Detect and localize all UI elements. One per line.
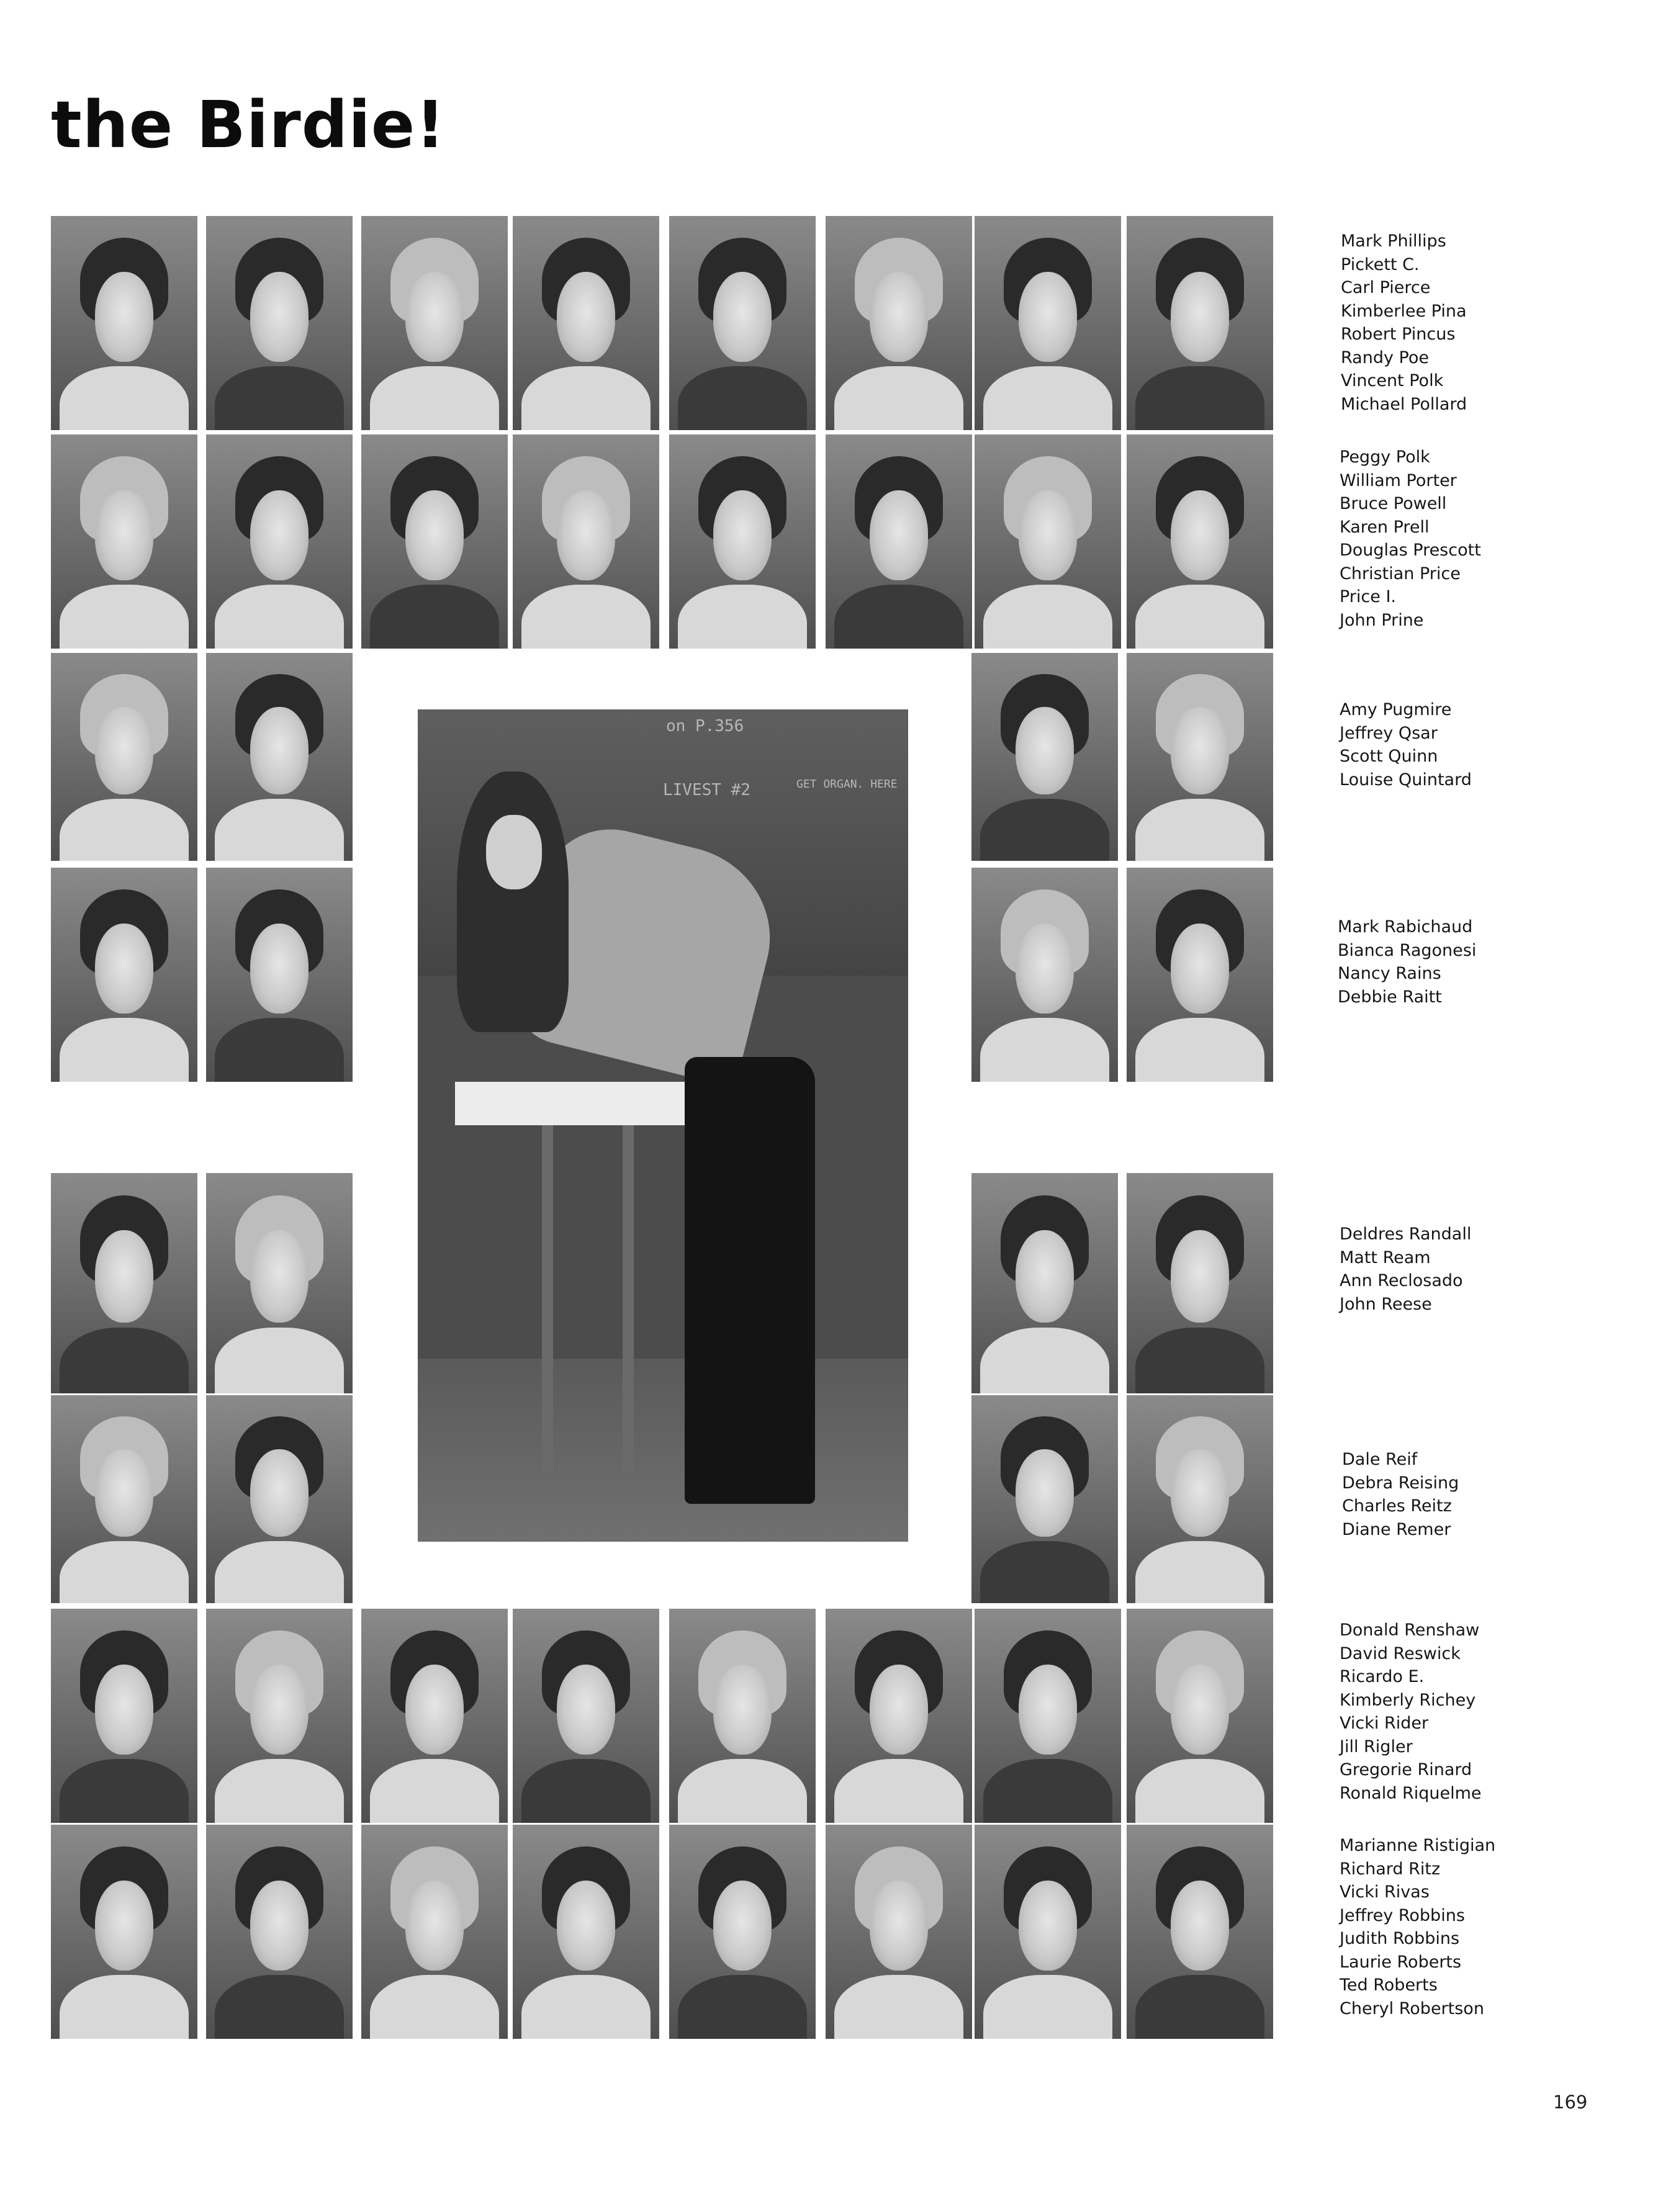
student-portrait [826,216,972,430]
student-portrait [513,1609,659,1823]
student-name: Dale Reif [1342,1450,1418,1469]
portrait-face [870,272,928,362]
portrait-body [215,799,344,861]
student-portrait [1127,653,1273,861]
student-name: Judith Robbins [1340,1929,1460,1948]
portrait-body [60,1541,189,1604]
portrait-face [713,490,772,580]
portrait-face [405,1881,464,1971]
portrait-body [60,1975,189,2039]
portrait-face [250,924,309,1014]
student-portrait [669,216,816,430]
student-portrait [971,1395,1118,1603]
student-portrait [1127,1395,1273,1603]
student-portrait [51,868,197,1082]
portrait-face [95,1665,153,1755]
portrait-body [215,366,344,431]
portrait-face [1016,1449,1074,1537]
portrait-body [215,1975,344,2039]
portrait-face [250,1230,309,1323]
student-portrait [206,434,353,649]
portrait-body [678,1759,807,1823]
student-face [486,815,542,889]
student-name: Pickett C. [1341,254,1420,274]
portrait-face [95,707,153,794]
portrait-body [521,1759,651,1823]
portrait-body [1135,1541,1264,1604]
portrait-body [370,585,499,649]
student-name: Michael Pollard [1341,394,1467,414]
student-name: Bruce Powell [1340,494,1447,513]
portrait-face [713,1665,772,1755]
portrait-body [980,799,1109,861]
student-portrait [513,434,659,649]
student-name: John Prine [1340,610,1424,630]
chalkboard-writing: LIVEST #2 [663,781,750,799]
portrait-body [980,1328,1109,1394]
student-portrait [361,216,508,430]
portrait-body [521,585,651,649]
student-portrait [206,1609,353,1823]
student-portrait [669,434,816,649]
student-name: Scott Quinn [1340,747,1438,766]
portrait-body [215,1541,344,1604]
portrait-face [250,272,309,362]
student-portrait [51,653,197,861]
chalkboard-writing: GET ORGAN. HERE [796,778,898,791]
name-list-8 [1340,1834,1495,2020]
student-name: Kimberly Richey [1340,1690,1476,1710]
student-portrait [51,434,197,649]
portrait-face [870,1881,928,1971]
portrait-face [870,490,928,580]
student-name: Peggy Polk [1340,447,1430,467]
portrait-body [370,1975,499,2039]
student-name: Louise Quintard [1340,770,1472,789]
student-name: Mark Rabichaud [1338,917,1473,937]
portrait-face [557,490,615,580]
portrait-body [678,1975,807,2039]
student-name: Bianca Ragonesi [1338,940,1477,960]
desk-leg [542,1125,553,1473]
student-name: Vicki Rider [1340,1714,1429,1733]
student-name: Gregorie Rinard [1340,1760,1472,1779]
student-pants [685,1057,815,1504]
student-portrait [975,1825,1121,2039]
portrait-face [1171,1881,1229,1971]
student-name: Diane Remer [1342,1519,1451,1539]
portrait-face [95,1881,153,1971]
portrait-face [1171,1230,1229,1323]
portrait-body [678,366,807,431]
portrait-face [713,272,772,362]
portrait-body [1135,366,1264,431]
portrait-body [834,1759,963,1823]
page-number: 169 [1553,2092,1588,2113]
student-name: Cheryl Robertson [1340,1998,1484,2018]
student-portrait [669,1825,816,2039]
portrait-body [1135,799,1264,861]
student-portrait [971,653,1118,861]
student-portrait [206,1395,353,1603]
portrait-body [834,366,963,431]
portrait-body [1135,585,1264,649]
portrait-face [1016,924,1074,1014]
portrait-face [1171,707,1229,794]
portrait-face [405,272,464,362]
student-portrait [51,1825,197,2039]
name-list-7 [1340,1619,1482,1805]
portrait-face [1171,490,1229,580]
student-portrait [361,1609,508,1823]
portrait-body [215,1759,344,1823]
portrait-body [1135,1759,1264,1823]
student-name: John Reese [1340,1294,1432,1314]
student-name: Douglas Prescott [1340,541,1481,560]
student-name: Jeffrey Qsar [1340,723,1438,743]
portrait-face [95,272,153,362]
portrait-face [95,490,153,580]
portrait-body [983,1975,1112,2039]
student-portrait [361,1825,508,2039]
portrait-face [1171,1449,1229,1537]
portrait-face [405,490,464,580]
portrait-body [1135,1328,1264,1394]
name-list-3 [1340,698,1472,791]
student-name: Christian Price [1340,564,1461,583]
portrait-face [95,1230,153,1323]
portrait-body [521,1975,651,2039]
student-name: Kimberlee Pina [1341,301,1467,321]
student-name: Karen Prell [1340,517,1430,537]
portrait-face [1171,924,1229,1014]
portrait-body [60,1759,189,1823]
portrait-face [95,924,153,1014]
student-name: Amy Pugmire [1340,700,1452,719]
portrait-face [405,1665,464,1755]
student-name: Marianne Ristigian [1340,1836,1496,1855]
portrait-face [1019,1881,1077,1971]
student-name: Ronald Riquelme [1340,1783,1482,1803]
student-name: Randy Poe [1341,348,1429,367]
student-portrait [1127,1825,1273,2039]
student-name: Ricardo E. [1340,1667,1425,1686]
student-portrait [51,1173,197,1393]
portrait-body [215,1328,344,1394]
portrait-face [250,1881,309,1971]
student-portrait [206,216,353,430]
name-list-1 [1341,230,1467,416]
portrait-face [1019,490,1077,580]
portrait-face [557,1665,615,1755]
student-name: Richard Ritz [1340,1859,1441,1879]
portrait-body [370,1759,499,1823]
portrait-face [1016,707,1074,794]
student-portrait [206,868,353,1082]
student-portrait [513,216,659,430]
portrait-body [521,366,651,431]
portrait-body [983,585,1112,649]
portrait-body [983,366,1112,431]
portrait-face [250,707,309,794]
student-name: Ann Reclosado [1340,1271,1463,1290]
student-name: Price I. [1340,587,1396,606]
portrait-body [60,585,189,649]
student-portrait [51,216,197,430]
student-name: Jeffrey Robbins [1340,1905,1465,1925]
portrait-body [834,1975,963,2039]
desk-leg [623,1125,634,1473]
student-name: Carl Pierce [1341,278,1431,297]
portrait-body [1135,1975,1264,2039]
chalkboard-writing: on P.356 [666,717,744,735]
portrait-face [557,272,615,362]
student-portrait [1127,1173,1273,1393]
student-portrait [513,1825,659,2039]
portrait-face [1171,1665,1229,1755]
name-list-4 [1338,915,1476,1009]
student-portrait [361,434,508,649]
student-name: Ted Roberts [1340,1976,1438,1995]
portrait-body [983,1759,1112,1823]
student-portrait [975,216,1121,430]
portrait-face [1171,272,1229,362]
portrait-face [557,1881,615,1971]
portrait-face [1016,1230,1074,1323]
student-name: Debbie Raitt [1338,987,1442,1007]
student-portrait [971,1173,1118,1393]
student-name: William Porter [1340,470,1457,490]
student-portrait [971,868,1118,1082]
portrait-body [1135,1018,1264,1082]
student-portrait [975,434,1121,649]
student-name: Vicki Rivas [1340,1882,1430,1902]
portrait-face [870,1665,928,1755]
student-name: Robert Pincus [1341,325,1456,344]
student-portrait [975,1609,1121,1823]
student-portrait [51,1609,197,1823]
student-portrait [1127,216,1273,430]
student-portrait [1127,1609,1273,1823]
portrait-body [60,1018,189,1082]
student-name: Mark Phillips [1341,232,1446,251]
portrait-body [215,1018,344,1082]
student-hair [457,771,569,1032]
portrait-face [1019,272,1077,362]
student-name: Nancy Rains [1338,964,1441,983]
student-portrait [669,1609,816,1823]
portrait-body [60,366,189,431]
student-portrait [826,434,972,649]
student-portrait [1127,868,1273,1082]
student-portrait [826,1609,972,1823]
student-portrait [206,653,353,861]
portrait-face [95,1449,153,1537]
page-title: the Birdie! [51,87,446,163]
portrait-body [370,366,499,431]
name-list-5 [1340,1223,1471,1316]
portrait-face [250,1665,309,1755]
student-portrait [206,1173,353,1393]
student-name: Debra Reising [1342,1473,1459,1493]
student-name: David Reswick [1340,1643,1461,1663]
student-name: Laurie Roberts [1340,1952,1462,1972]
school-desk [455,1082,716,1125]
candid-classroom-photo [418,709,908,1542]
student-name: Donald Renshaw [1340,1621,1480,1640]
portrait-body [678,585,807,649]
classroom-floor [418,1359,908,1542]
student-name: Matt Ream [1340,1248,1431,1267]
student-portrait [1127,434,1273,649]
portrait-body [980,1018,1109,1082]
student-name: Deldres Randall [1340,1225,1472,1244]
portrait-body [215,585,344,649]
student-portrait [206,1825,353,2039]
student-name: Vincent Polk [1341,371,1444,390]
name-list-2 [1340,446,1481,632]
student-portrait [826,1825,972,2039]
portrait-face [250,490,309,580]
name-list-6 [1342,1448,1459,1541]
portrait-face [1019,1665,1077,1755]
student-name: Jill Rigler [1340,1737,1413,1756]
portrait-body [60,799,189,861]
portrait-body [980,1541,1109,1604]
student-portrait [51,1395,197,1603]
portrait-body [834,585,963,649]
student-name: Charles Reitz [1342,1496,1452,1516]
portrait-body [60,1328,189,1394]
portrait-face [250,1449,309,1537]
portrait-face [713,1881,772,1971]
